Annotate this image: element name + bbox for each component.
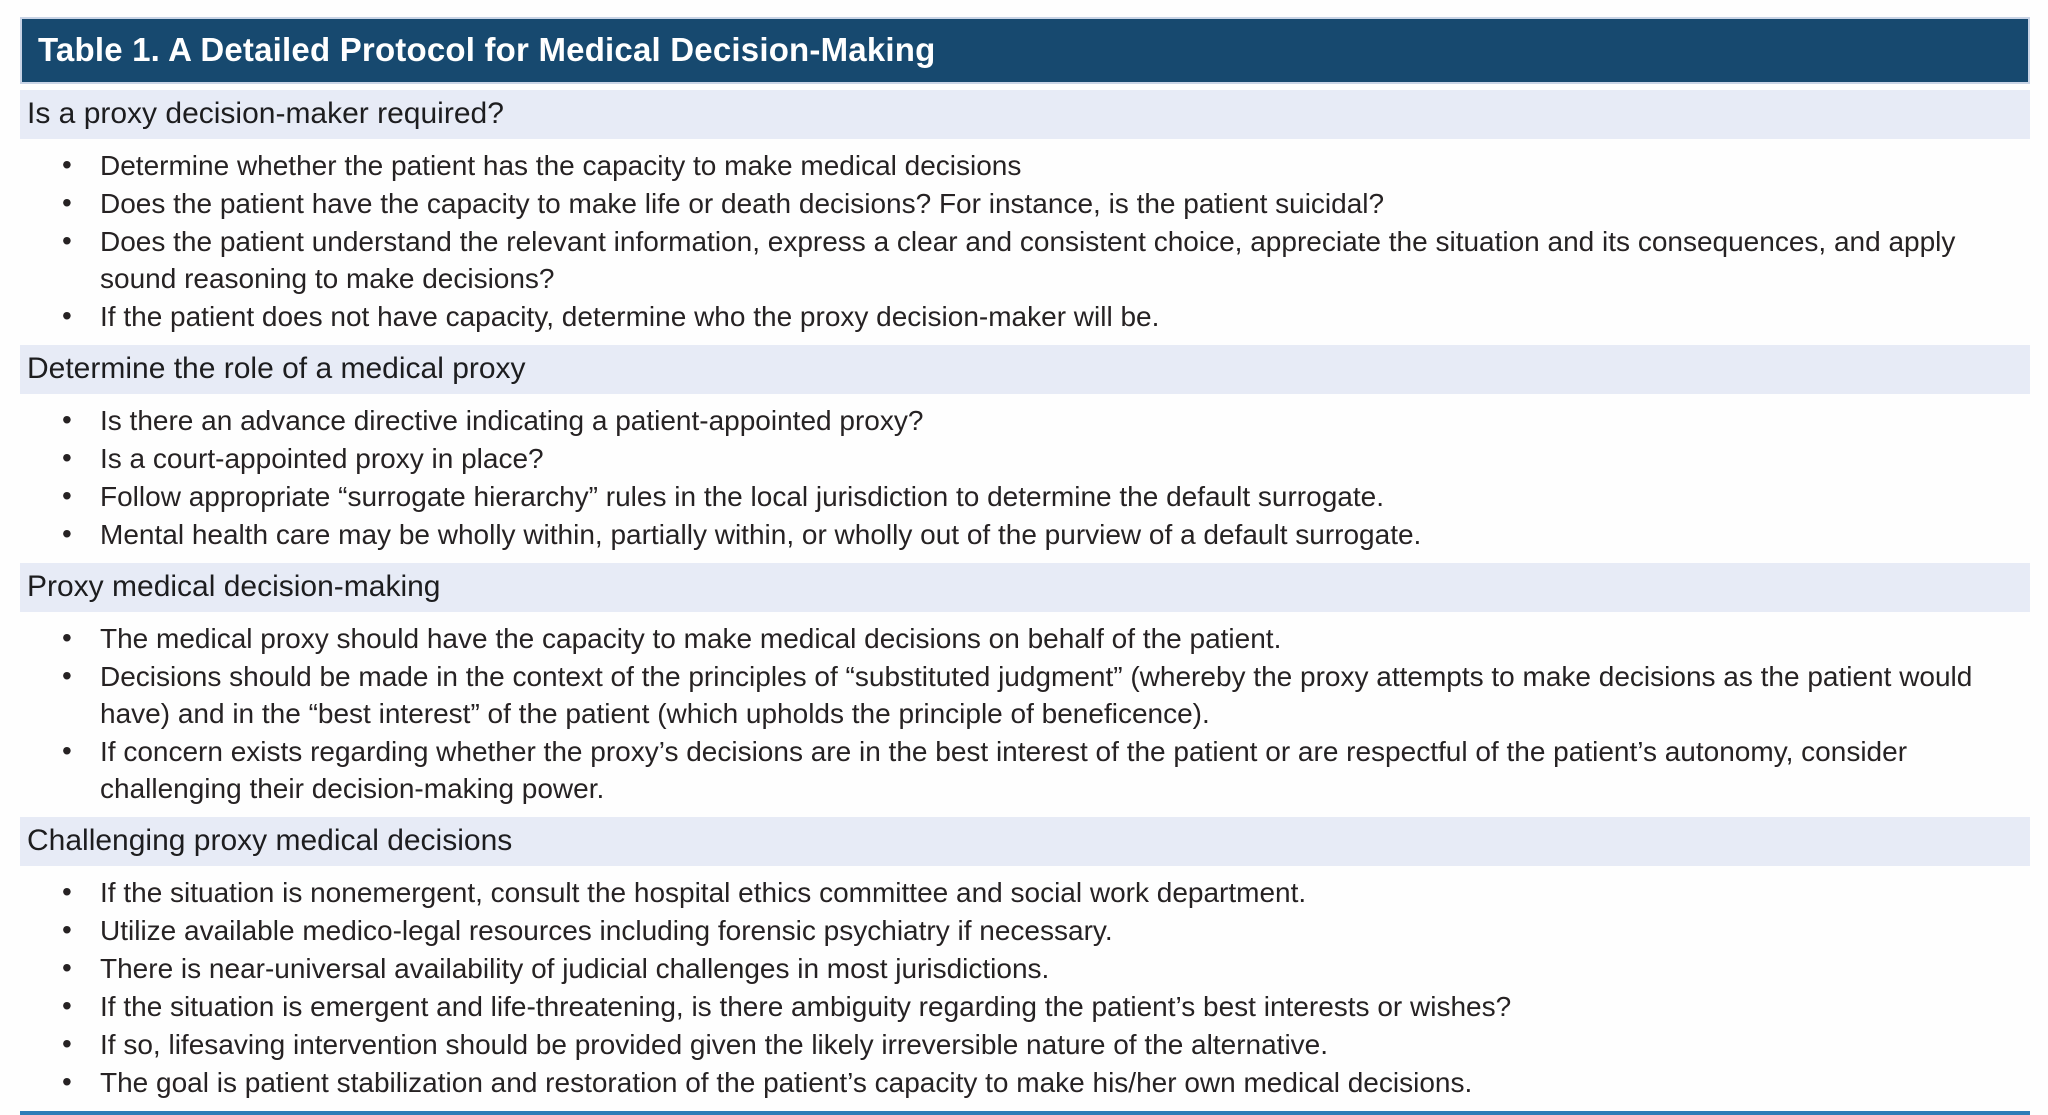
bullet-text: Determine whether the patient has the capacity to make medical decisions xyxy=(100,150,1022,181)
table-body xyxy=(20,90,2030,1101)
bullet-item xyxy=(20,620,2030,657)
bullet-text: Is a court-appointed proxy in place? xyxy=(100,443,544,474)
bullet-icon: • xyxy=(62,518,72,549)
bullet-list xyxy=(20,620,2030,807)
bullet-icon: • xyxy=(62,1028,72,1059)
protocol-table xyxy=(20,17,2030,1115)
bullet-list xyxy=(20,402,2030,553)
bullet-icon: • xyxy=(62,187,72,218)
section-header: Proxy medical decision-making xyxy=(20,563,2030,612)
bullet-item xyxy=(20,733,2030,807)
bullet-icon: • xyxy=(62,735,72,766)
bullet-icon: • xyxy=(62,914,72,945)
bullet-icon: • xyxy=(62,300,72,331)
bullet-icon: • xyxy=(62,876,72,907)
bullet-icon: • xyxy=(62,952,72,983)
bullet-item xyxy=(20,478,2030,515)
bullet-item xyxy=(20,516,2030,553)
bullet-item xyxy=(20,440,2030,477)
bullet-text: Mental health care may be wholly within, partially within, or wholly out of the purview of a default surrogate. xyxy=(100,519,1422,550)
bullet-icon: • xyxy=(62,442,72,473)
bullet-icon: • xyxy=(62,990,72,1021)
bullet-item xyxy=(20,950,2030,987)
bullet-icon: • xyxy=(62,480,72,511)
bullet-text: The medical proxy should have the capacity to make medical decisions on behalf of the patient. xyxy=(100,623,1282,654)
bullet-icon: • xyxy=(62,404,72,435)
bullet-text: If the situation is emergent and life-threatening, is there ambiguity regarding the patient’s best interests or wishes? xyxy=(100,991,1512,1022)
bottom-rule xyxy=(20,1111,2030,1115)
bullet-text: If so, lifesaving intervention should be provided given the likely irreversible nature of the alternative. xyxy=(100,1029,1329,1060)
bullet-icon: • xyxy=(62,225,72,256)
bullet-text: Is there an advance directive indicating a patient-appointed proxy? xyxy=(100,405,924,436)
bullet-text: Decisions should be made in the context of the principles of “substituted judgment” (whereby the proxy attempts to make decisions as the patient would have) and in the “best interest” of the patient (which upholds the principle of beneficence). xyxy=(100,661,1973,729)
bullet-text: Does the patient understand the relevant information, express a clear and consistent choice, appreciate the situation and its consequences, and apply sound reasoning to make decisions? xyxy=(100,226,1956,294)
bullet-text: Follow appropriate “surrogate hierarchy” rules in the local jurisdiction to determine the default surrogate. xyxy=(100,481,1384,512)
table-title: Table 1. A Detailed Protocol for Medical Decision-Making xyxy=(20,17,2030,84)
bullet-text: If the situation is nonemergent, consult the hospital ethics committee and social work department. xyxy=(100,877,1307,908)
section-header: Is a proxy decision-maker required? xyxy=(20,90,2030,139)
section-header: Challenging proxy medical decisions xyxy=(20,817,2030,866)
bullet-text: There is near-universal availability of judicial challenges in most jurisdictions. xyxy=(100,953,1050,984)
section-header: Determine the role of a medical proxy xyxy=(20,345,2030,394)
bullet-item xyxy=(20,147,2030,184)
bullet-item xyxy=(20,874,2030,911)
bullet-text: If concern exists regarding whether the proxy’s decisions are in the best interest of the patient or are respectful of the patient’s autonomy, consider challenging their decision-making power. xyxy=(100,736,1908,804)
bullet-list xyxy=(20,147,2030,335)
bullet-list xyxy=(20,874,2030,1101)
bullet-item xyxy=(20,223,2030,297)
bullet-item xyxy=(20,1026,2030,1063)
bullet-icon: • xyxy=(62,660,72,691)
bullet-item xyxy=(20,298,2030,335)
bullet-icon: • xyxy=(62,622,72,653)
bullet-item xyxy=(20,185,2030,222)
bullet-icon: • xyxy=(62,1066,72,1097)
bullet-text: Utilize available medico-legal resources including forensic psychiatry if necessary. xyxy=(100,915,1113,946)
bullet-icon: • xyxy=(62,149,72,180)
bullet-item xyxy=(20,402,2030,439)
bullet-item xyxy=(20,988,2030,1025)
bullet-item xyxy=(20,1064,2030,1101)
bullet-text: If the patient does not have capacity, determine who the proxy decision-maker will be. xyxy=(100,301,1160,332)
bullet-item xyxy=(20,658,2030,732)
bullet-text: The goal is patient stabilization and restoration of the patient’s capacity to make his/her own medical decisions. xyxy=(100,1067,1473,1098)
bullet-text: Does the patient have the capacity to make life or death decisions? For instance, is the patient suicidal? xyxy=(100,188,1385,219)
bullet-item xyxy=(20,912,2030,949)
